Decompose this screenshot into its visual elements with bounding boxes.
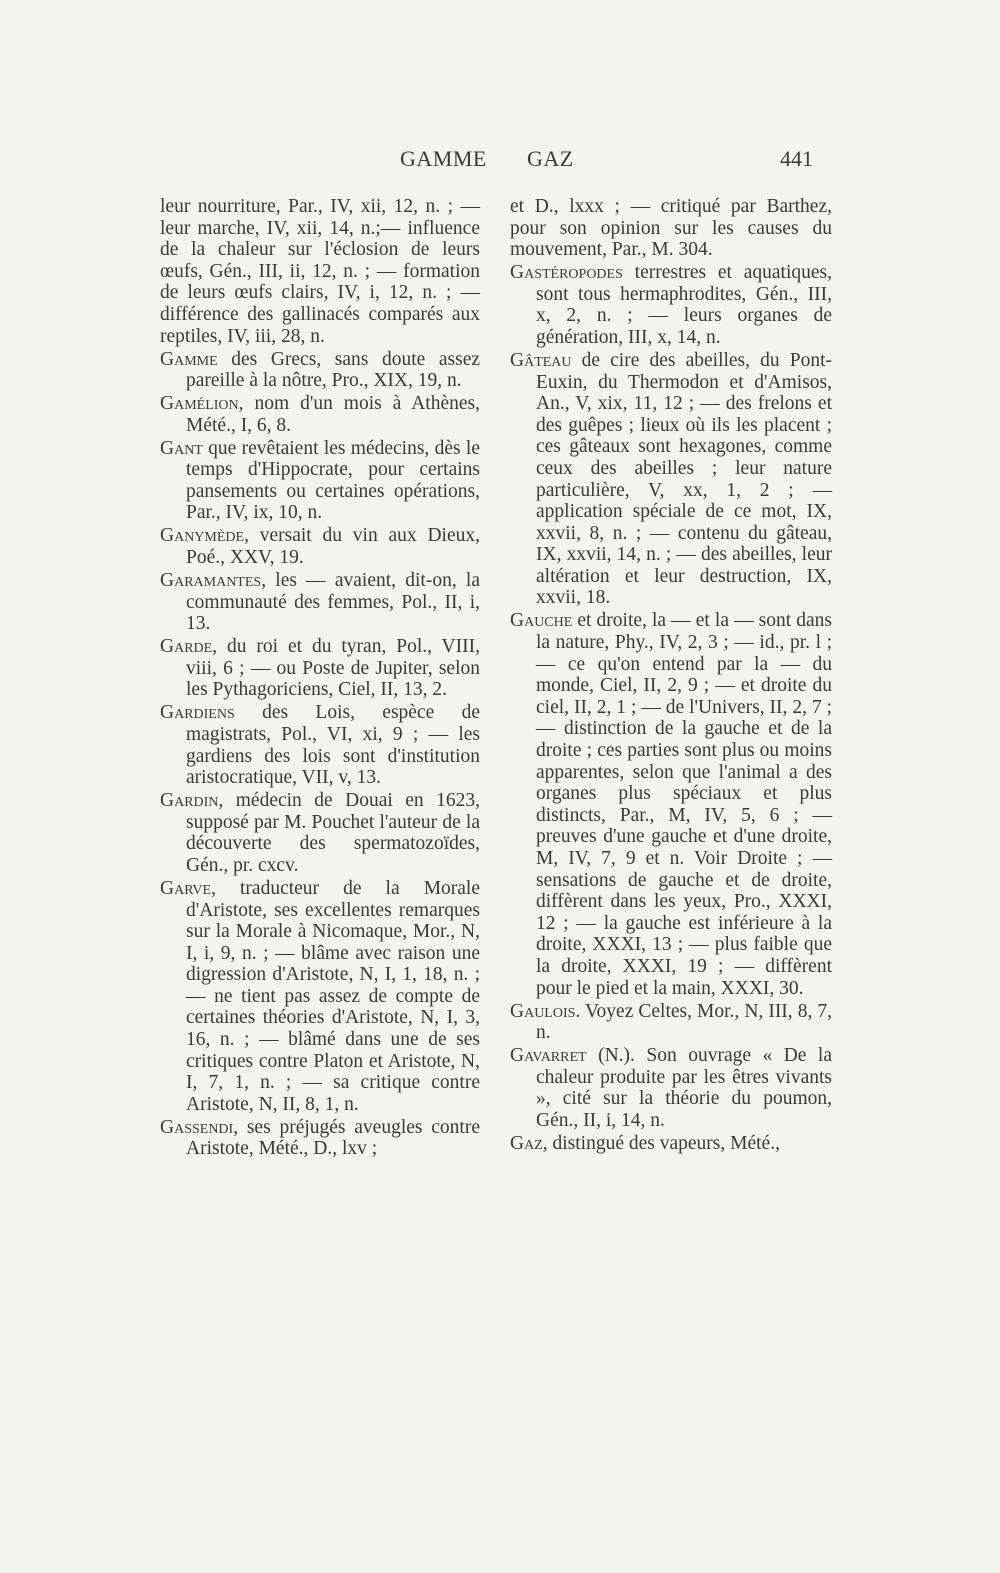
entry-headword: Gamélion	[160, 393, 239, 415]
entry-text: de cire des abeilles, du Pont-Euxin, du Thermodon et d'Amisos, An., V, xix, 11, 12 ; — des frelons et des guêpes ; lieux où ils les placent ; ces gâteaux sont hexagones, comme ceux des abeilles ; leur nature particulière, V, xx, 1, 2 ; — application spéciale de ce mot, IX, xxvii, 8, n. ; — contenu du gâteau, IX, xxvii, 14, n. ; — des abeilles, leur altération et leur destruction, IX, xxvii, 18.	[536, 349, 832, 609]
entry-text: , du roi et du tyran, Pol., VIII, viii, 6 ; — ou Poste de Jupiter, selon les Pythagoriciens, Ciel, II, 13, 2.	[186, 636, 480, 701]
index-entry	[160, 636, 480, 701]
right-column	[510, 196, 832, 1156]
entry-text: , les — avaient, dit-on, la communauté des femmes, Pol., II, i, 13.	[186, 570, 480, 635]
entry-text: terrestres et aquatiques, sont tous hermaphrodites, Gén., III, x, 2, n. ; — leurs organes de génération, III, x, 14, n.	[536, 262, 832, 348]
entry-headword: Garve	[160, 877, 212, 899]
index-entry-continuation	[160, 196, 480, 347]
entry-headword: Gaz	[510, 1132, 543, 1154]
index-entry	[510, 1001, 832, 1044]
entry-text: , distingué des vapeurs, Mété.,	[542, 1132, 780, 1154]
index-entry	[160, 570, 480, 635]
entry-text: , traducteur de la Morale d'Aristote, ses excellentes remarques sur la Morale à Nicomaque, Mor., N, I, i, 9, n. ; — blâme avec raison une digression d'Aristote, N, I, 1, 18, n. ; — ne tient pas assez de compte de certaines théories d'Aristote, N, I, 3, 16, n. ; — blâmé dans une de ses critiques contre Platon et Aristote, N, I, 7, 1, n. ; — sa critique contre Aristote, N, II, 8, 1, n.	[186, 877, 480, 1115]
index-entry	[160, 878, 480, 1116]
entry-headword: Ganymède	[160, 525, 245, 547]
entry-headword: Garde	[160, 636, 213, 658]
entry-text: . Voyez Celtes, Mor., N, III, 8, 7, n.	[536, 1000, 832, 1044]
index-entry	[160, 1117, 480, 1160]
index-entry	[160, 438, 480, 524]
entry-headword: Gant	[160, 437, 203, 459]
entry-text: , médecin de Douai en 1623, supposé par M. Pouchet l'auteur de la découverte des spermatozoïdes, Gén., pr. cxcv.	[186, 790, 480, 876]
index-entry	[510, 350, 832, 609]
entry-headword: Gauche	[510, 610, 573, 632]
entry-text: des Lois, espèce de magistrats, Pol., VI, xi, 9 ; — les gardiens des lois sont d'institution aristocratique, VII, v, 13.	[186, 702, 480, 789]
entry-headword: Gâteau	[510, 349, 572, 371]
running-head	[0, 146, 1000, 178]
index-entry	[160, 393, 480, 436]
running-head-left: GAMME	[400, 146, 487, 171]
entry-text: des Grecs, sans doute assez pareille à la nôtre, Pro., XIX, 19, n.	[186, 348, 480, 392]
entry-headword: Garamantes	[160, 570, 262, 592]
left-column	[160, 196, 480, 1161]
index-entry	[510, 1045, 832, 1131]
entry-text: et D., lxxx ; — critiqué par Barthez, pour son opinion sur les causes du mouvement, Par., M. 304.	[510, 196, 832, 261]
entry-text: que revêtaient les médecins, dès le temps d'Hippocrate, pour certains pansements ou certaines opérations, Par., IV, ix, 10, n.	[186, 437, 480, 524]
entry-headword: Gastéropodes	[510, 262, 623, 284]
index-entry	[510, 1133, 832, 1155]
entry-headword: Gardin	[160, 790, 219, 812]
entry-headword: Gardiens	[160, 702, 235, 724]
entry-headword: Gaulois	[510, 1000, 576, 1022]
entry-text: , ses préjugés aveugles contre Aristote, Mété., D., lxv ;	[186, 1116, 480, 1160]
running-head-right: GAZ	[527, 146, 574, 171]
entry-headword: Gavarret	[510, 1045, 587, 1067]
entry-text: leur nourriture, Par., IV, xii, 12, n. ; — leur marche, IV, xii, 14, n.;— influence de la chaleur sur l'éclosion de leurs œufs, Gén., III, ii, 12, n. ; — formation de leurs œufs clairs, IV, i, 12, n. ; — différence des gallinacés comparés aux reptiles, IV, iii, 28, n.	[160, 196, 480, 347]
index-entry	[160, 349, 480, 392]
entry-text: (N.). Son ouvrage « De la chaleur produite par les êtres vivants », cité sur la théorie du poumon, Gén., II, i, 14, n.	[536, 1045, 832, 1131]
index-entry	[510, 610, 832, 999]
index-entry	[160, 702, 480, 788]
index-entry	[160, 790, 480, 876]
entry-text: , versait du vin aux Dieux, Poé., XXV, 19.	[186, 525, 480, 569]
page-number: 441	[780, 146, 813, 171]
entry-text: , nom d'un mois à Athènes, Mété., I, 6, 8.	[186, 393, 480, 436]
entry-text: et droite, la — et la — sont dans la nature, Phy., IV, 2, 3 ; — id., pr. l ; — ce qu'on entend par la — du monde, Ciel, II, 2, 9 ; — et droite du ciel, II, 2, 1 ; — de l'Univers, II, 2, 7 ; — distinction de la gauche et de la droite ; ces parties sont plus ou moins apparentes, selon que l'animal a des organes plus spéciaux et plus distincts, Par., M, IV, 5, 6 ; — preuves d'une gauche et d'une droite, M, IV, 7, 9 et n. Voir Droite ; — sensations de gauche et de droite, diffèrent dans les yeux, Pro., XXXI, 12 ; — la gauche est inférieure à la droite, XXXI, 13 ; — plus faible que la droite, XXXI, 19 ; — diffèrent pour le pied et la main, XXXI, 30.	[536, 610, 832, 999]
entry-headword: Gamme	[160, 348, 218, 370]
index-entry	[510, 262, 832, 348]
index-entry-continuation	[510, 196, 832, 261]
index-entry	[160, 525, 480, 568]
entry-headword: Gassendi	[160, 1116, 234, 1138]
